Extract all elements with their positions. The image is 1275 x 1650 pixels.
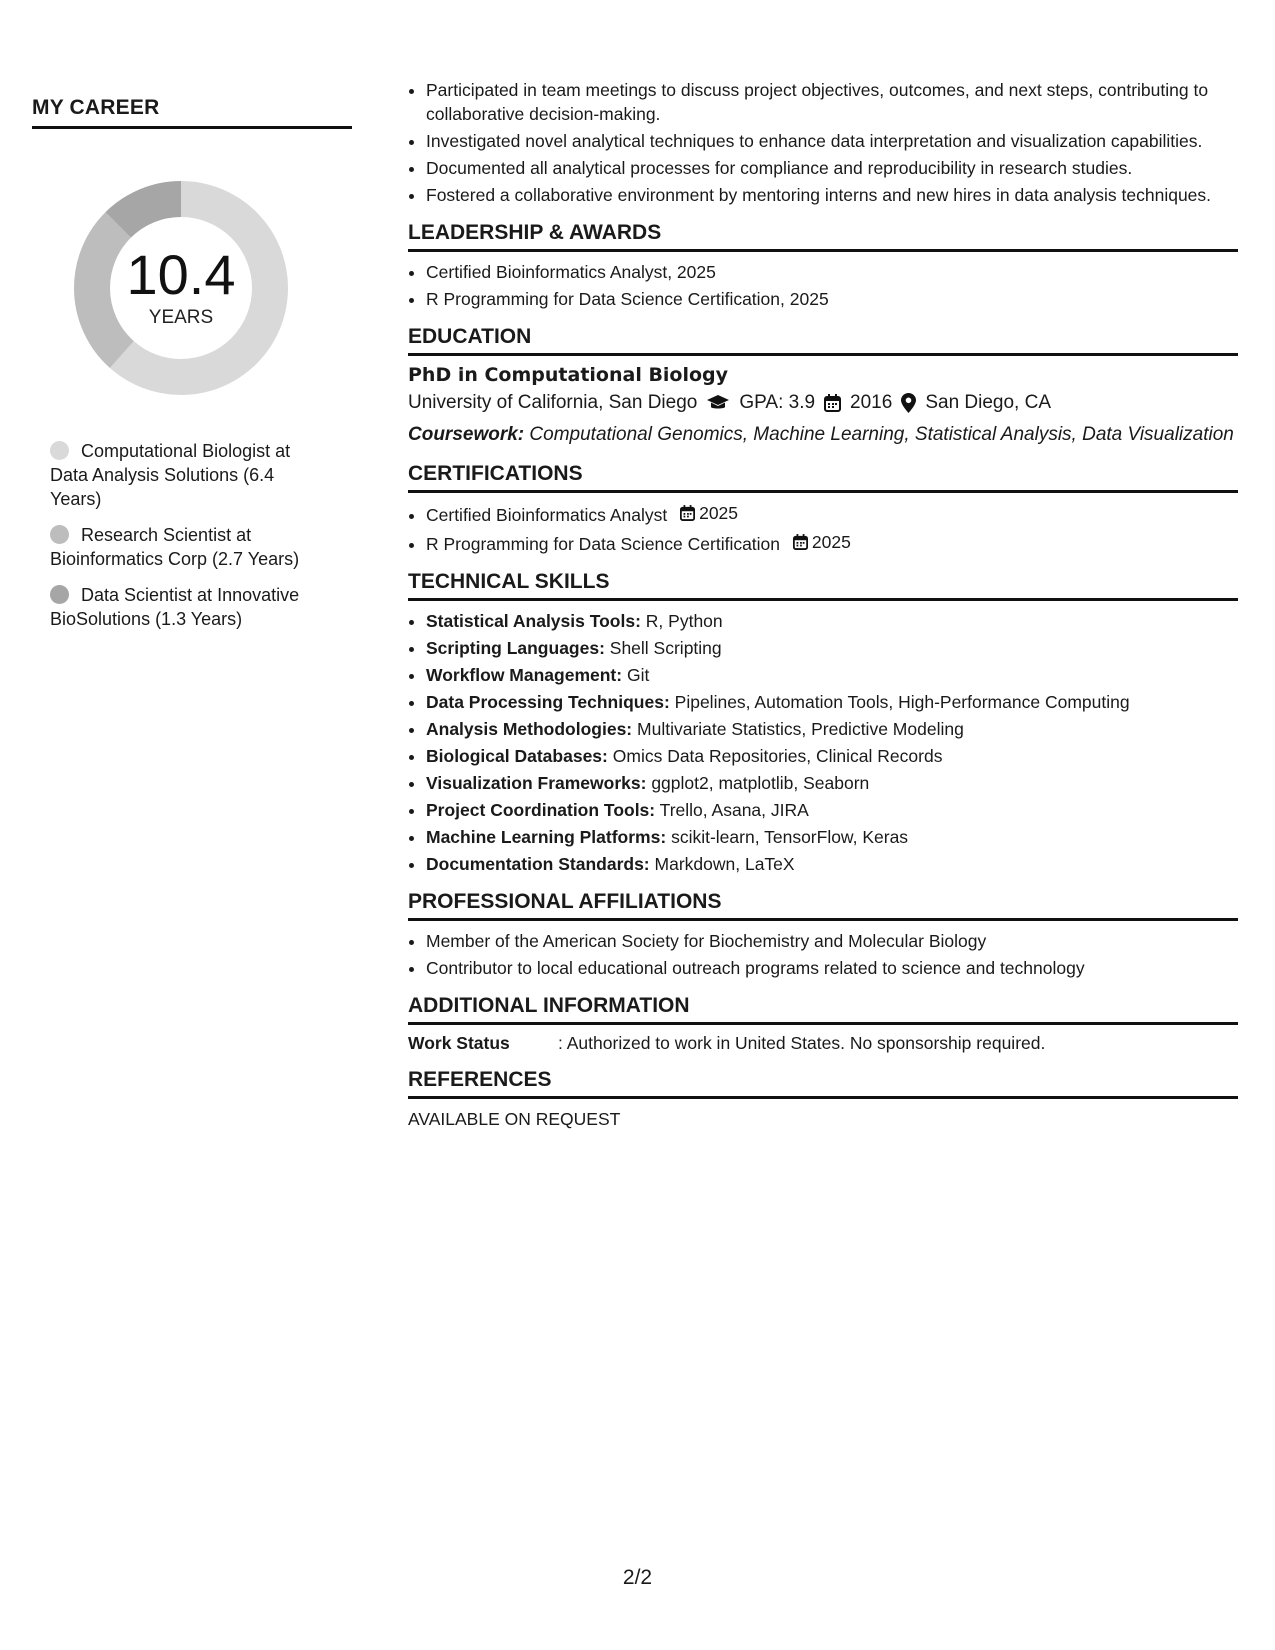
list-item: • Documented all analytical processes for compliance and reproducibility in research studies. (426, 156, 1238, 180)
legend-label: Computational Biologist at Data Analysis Solutions (6.4 Years) (50, 441, 291, 509)
skill-value: Pipelines, Automation Tools, High-Performance Computing (674, 692, 1130, 712)
location-pin-icon (901, 393, 916, 413)
cert-year: 2025 (699, 503, 739, 523)
skill-label: Visualization Frameworks: (426, 773, 647, 793)
skill-label: Data Processing Techniques: (426, 692, 670, 712)
education-coursework (408, 422, 1238, 448)
calendar-icon (824, 394, 841, 412)
career-total-years: 10.4 (126, 243, 236, 306)
career-years-unit: YEARS (148, 307, 214, 328)
cert-date (793, 530, 851, 554)
list-item (426, 636, 1238, 660)
experience-bullets (408, 78, 1238, 207)
additional-info-value: : Authorized to work in United States. No sponsorship required. (558, 1033, 1046, 1053)
skill-label: Analysis Methodologies: (426, 719, 633, 739)
list-item (426, 690, 1238, 714)
list-item: • Member of the American Society for Biochemistry and Molecular Biology (426, 929, 1238, 953)
education-year: 2016 (850, 392, 893, 413)
skill-label: Workflow Management: (426, 665, 623, 685)
coursework-label: Coursework: (408, 424, 525, 445)
legend-item (50, 439, 320, 511)
skill-label: Statistical Analysis Tools: (426, 611, 641, 631)
education-school: University of California, San Diego (408, 392, 698, 413)
list-item (426, 825, 1238, 849)
education-location: San Diego, CA (925, 392, 1052, 413)
list-item (426, 530, 1238, 556)
list-item: • Investigated novel analytical techniques to enhance data interpretation and visualization capabilities. (426, 129, 1238, 153)
skill-label: Scripting Languages: (426, 638, 605, 658)
list-item (426, 798, 1238, 822)
cert-year: 2025 (811, 532, 851, 552)
donut-center (66, 173, 296, 403)
list-item: • Participated in team meetings to discuss project objectives, outcomes, and next steps, contributing to collaborative decision-making. (426, 78, 1238, 126)
references-text: AVAILABLE ON REQUEST (408, 1109, 621, 1129)
skill-label: Documentation Standards: (426, 854, 650, 874)
education-details (408, 392, 1238, 414)
skill-value: Markdown, LaTeX (654, 854, 795, 874)
list-item: • Certified Bioinformatics Analyst, 2025 (426, 260, 1238, 284)
legend-label: Data Scientist at Innovative BioSolutions (1.3 Years) (50, 585, 300, 629)
legend-item (50, 523, 320, 571)
education-gpa: GPA: 3.9 (739, 392, 816, 413)
legend-dot-icon (50, 525, 69, 544)
education-entry (408, 364, 1238, 448)
skill-value: Trello, Asana, JIRA (659, 800, 809, 820)
certifications-list (408, 501, 1238, 556)
additional-info-key: Work Status (408, 1033, 510, 1053)
section-title-leadership: LEADERSHIP & AWARDS (408, 221, 1238, 252)
coursework-text: Computational Genomics, Machine Learning, Statistical Analysis, Data Visualization (529, 424, 1234, 445)
cert-date (680, 501, 738, 525)
section-title-skills: TECHNICAL SKILLS (408, 570, 1238, 601)
list-item (426, 501, 1238, 527)
section-title-references: REFERENCES (408, 1068, 1238, 1099)
skill-label: Project Coordination Tools: (426, 800, 656, 820)
list-item (426, 717, 1238, 741)
cert-name: R Programming for Data Science Certification (426, 534, 781, 554)
list-item: • Fostered a collaborative environment by mentoring interns and new hires in data analysis techniques. (426, 183, 1238, 207)
legend-dot-icon (50, 441, 69, 460)
education-degree: PhD in Computational Biology (408, 364, 729, 386)
list-item (426, 852, 1238, 876)
list-item (426, 744, 1238, 768)
list-item (426, 771, 1238, 795)
section-title-additional: ADDITIONAL INFORMATION (408, 994, 1238, 1025)
additional-info-row (408, 1033, 1238, 1054)
resume-main (408, 78, 1238, 1130)
career-title: MY CAREER (32, 96, 352, 129)
career-legend (50, 439, 320, 631)
skill-label: Biological Databases: (426, 746, 608, 766)
list-item: • Contributor to local educational outreach programs related to science and technology (426, 956, 1238, 980)
skill-label: Machine Learning Platforms: (426, 827, 667, 847)
career-donut-chart (66, 173, 296, 403)
list-item (426, 609, 1238, 633)
skills-list (408, 609, 1238, 876)
calendar-icon (680, 505, 695, 521)
leadership-list (408, 260, 1238, 311)
legend-label: Research Scientist at Bioinformatics Corp (2.7 Years) (50, 525, 300, 569)
page-number: 2/2 (622, 1566, 653, 1589)
skill-value: R, Python (645, 611, 723, 631)
skill-value: scikit-learn, TensorFlow, Keras (671, 827, 909, 847)
calendar-icon (793, 534, 808, 550)
skill-value: Multivariate Statistics, Predictive Modeling (637, 719, 964, 739)
legend-item (50, 583, 320, 631)
skill-value: Shell Scripting (609, 638, 722, 658)
affiliations-list (408, 929, 1238, 980)
section-title-affiliations: PROFESSIONAL AFFILIATIONS (408, 890, 1238, 921)
legend-dot-icon (50, 585, 69, 604)
cert-name: Certified Bioinformatics Analyst (426, 505, 668, 525)
skill-value: Git (626, 665, 650, 685)
graduation-cap-icon (706, 394, 730, 412)
list-item (426, 663, 1238, 687)
list-item: • R Programming for Data Science Certification, 2025 (426, 287, 1238, 311)
section-title-certifications: CERTIFICATIONS (408, 462, 1238, 493)
skill-value: Omics Data Repositories, Clinical Records (612, 746, 943, 766)
career-sidebar (32, 96, 352, 643)
skill-value: ggplot2, matplotlib, Seaborn (651, 773, 870, 793)
section-title-education: EDUCATION (408, 325, 1238, 356)
